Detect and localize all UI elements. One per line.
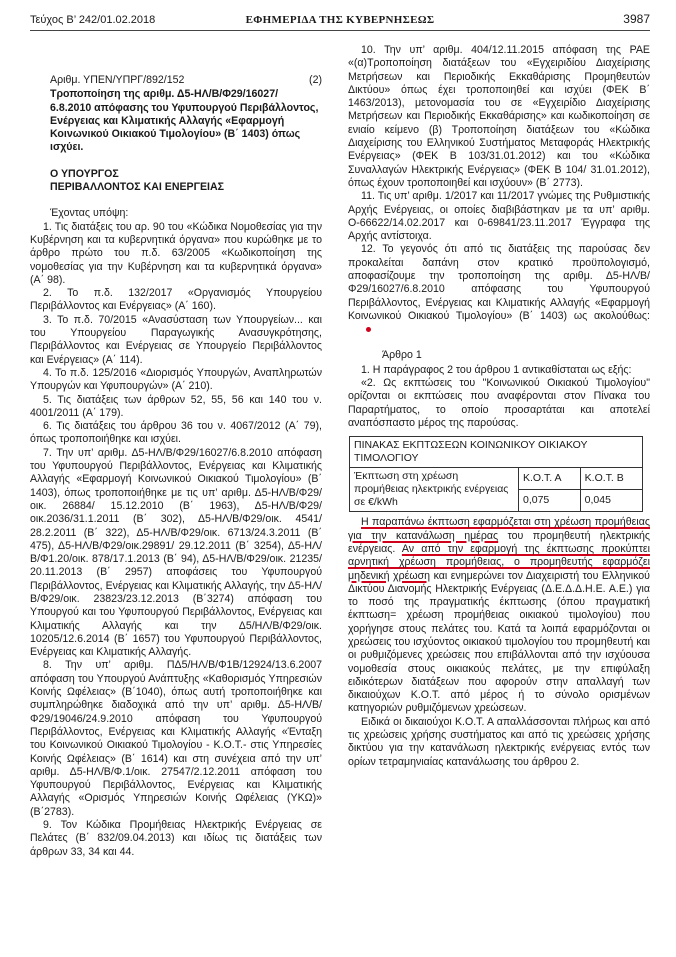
table-title: ΠΙΝΑΚΑΣ ΕΚΠΤΩΣΕΩΝ ΚΟΙΝΩΝΙΚΟΥ ΟΙΚΙΑΚΟΥ ΤΙΜΟΛΟΓΙΟΥ (350, 437, 643, 468)
highlighted-text: Η παραπάνω έκπτωση εφαρμόζεται στη χρέωση προμήθειας για την κατανάλωση ημέρας (348, 516, 650, 542)
page-number: 3987 (623, 12, 650, 26)
body-paragraph: Ειδικά οι δικαιούχοι Κ.Ο.Τ. Α απαλλάσσονται πλήρως και από τις χρεώσεις χρήσης συστήματος και από τις χρεώσεις χρήσης δικτύου για την κατανάλωση ηλεκτρικής ενέργειας εντός των ορίων τετραμηνιαίας κατανάλωσης του άρθρου 2. (348, 715, 650, 768)
right-column (348, 44, 650, 769)
body-text: του προμηθευτή ηλεκτρικής ενέργειας. (348, 529, 650, 555)
list-item: 10. Την υπ’ αριθμ. 404/12.11.2015 απόφαση της ΡΑΕ «(α)Τροποποίηση διατάξεων του «Εγχειριδίου Διαχείρισης Μετρήσεων και Περιοδικής Εκκαθάρισης Προμηθευτών Δικτύου» όπως έχει τροποποιηθεί και ισχύει (ΦΕΚ Β΄ 1463/2013), μετονομασία του σε «Εγχειρίδιο Διαχείρισης Μετρήσεων και Περιοδικής Εκκαθάρισης» και κωδικοποίηση σε ενιαίο κείμενο (β) Τροποποίηση διατάξεων του «Κώδικα Διαχείρισης του Ελληνικού Συστήματος Μεταφοράς Ηλεκτρικής Ενέργειας» (ΦΕΚ Β 103/31.01.2012) και του «Κώδικα Συναλλαγών Ηλεκτρικής Ενέργειας» (ΦΕΚ Β 104/ 31.01.2012), όπως έχουν τροποποιηθεί και ισχύουν» (Β΄ 2773). (348, 44, 650, 189)
body-text: και ενημερώνει τον Διαχειριστή του Ελληνικού Δικτύου Διανομής Ηλεκτρικής Ενέργειας (Δ.Ε.Δ.Δ.Η.Ε. Α.Ε.) για το ποσό της πραγματικής έκπτωσης (όπου πραγματική έκπτωση= χρέωση προμήθειας οικιακού τιμολογίου) που χορήγησε στους πελάτες του. Κατά τα λοιπά εφαρμόζονται οι χρεώσεις του ισχύοντος οικιακού τιμολογίου του προμηθευτή και οι ρυθμιζόμενες χρεώσεις που επιβάλλονται από την ισχύουσα νομοθεσία στους οικιακούς πελάτες, με την επιφύλαξη ειδικότερων διατάξεων που αφορούν στην απαλλαγή των δικαιούχων Κ.Ο.Τ. από μέρος ή το σύνολο ορισμένων κατηγοριών ρυθμιζόμενων χρεώσεων. (348, 569, 650, 715)
decision-number (30, 74, 322, 87)
gazette-title: ΕΦΗΜΕΡΙΔΑ ΤΗΣ ΚΥΒΕΡΝΗΣΕΩΣ (245, 14, 435, 26)
table-value-b: 0,045 (580, 490, 642, 512)
list-item: 8. Την υπ’ αριθμ. ΠΔ5/ΗΛ/Β/Φ1Β/12924/13.6.2007 απόφαση του Υπουργού Ανάπτυξης «Καθορισμός Υπηρεσιών Κοινής Ωφέλειας» (Β΄1040), όπως αυτή τροποποιήθηκε και συμπληρώθηκε διαδοχικά από την υπ’ αριθμ. Δ5-ΗΛ/Β/Φ29/19046/24.9.2010 απόφαση του Υφυπουργού Περιβάλλοντος, Ενέργειας και Κλιματικής Αλλαγής «Ένταξη του Κοινωνικού Οικιακού Τιμολογίου - Κ.Ο.Τ.- στις Υπηρεσίες Κοινής Ωφέλειας» (Β΄ 1614) και στη συνέχεια από την υπ’ αριθμ. Δ5-ΗΛ/Β/Φ.1/οικ. 27547/2.12.2011 απόφαση του Υφυπουργού Περιβάλλοντος, Ενέργειας και Κλιματικής Αλλαγής «Ορισμός Υπηρεσιών Κοινής Ωφέλειας (ΥΚΩ)» (Β΄2783). (30, 659, 322, 818)
minister-heading (30, 168, 322, 195)
table-col-b: Κ.Ο.Τ. Β (580, 468, 642, 490)
minister-line-2: ΠΕΡΙΒΑΛΛΟΝΤΟΣ ΚΑΙ ΕΝΕΡΓΕΙΑΣ (50, 181, 225, 194)
list-item: 2. Το π.δ. 132/2017 «Οργανισμός Υπουργείου Περιβάλλοντος και Ενέργειας» (Α΄ 160). (30, 287, 322, 313)
list-item: 1. Τις διατάξεις του αρ. 90 του «Κώδικα Νομοθεσίας για την Κυβέρνηση και τα κυβερνητικά όργανα» που κυρώθηκε με το άρθρο πρώτο του π.δ. 63/2005 «Κωδικοποίηση της νομοθεσίας για την Κυβέρνηση και τα κυβερνητικά όργανα» (Α΄ 98). (30, 220, 322, 286)
left-column (30, 44, 322, 859)
list-item: 4. Το π.δ. 125/2016 «Διορισμός Υπουργών, Αναπληρωτών Υπουργών και Υφυπουργών» (Α΄ 210). (30, 366, 322, 393)
table-row-label: Έκπτωση στη χρέωση προμήθειας ηλεκτρικής ενέργειας σε €/kWh (350, 468, 519, 512)
page-header (30, 12, 650, 31)
decision-seq: (2) (309, 74, 322, 86)
table-value-a: 0,075 (519, 490, 581, 512)
decision-number-text: Αριθμ. ΥΠΕΝ/ΥΠΡΓ/892/152 (50, 74, 185, 86)
highlighted-text: Αν από την εφαρμογή της έκπτωσης προκύπτει αρνητική χρέωση προμήθειας, ο προμηθευτής εφαρμόζει μηδενική χρέωση (348, 542, 650, 582)
minister-line-1: Ο ΥΠΟΥΡΓΟΣ (50, 167, 119, 180)
list-item: 9. Τον Κώδικα Προμήθειας Ηλεκτρικής Ενέργειας σε Πελάτες (Β΄ 832/09.04.2013) και ιδίως τις διατάξεις των άρθρων 33, 34 και 44. (30, 819, 322, 858)
table-col-a: Κ.Ο.Τ. Α (519, 468, 581, 490)
discount-table (349, 436, 643, 512)
article-heading: Άρθρο 1 (382, 348, 422, 361)
list-item: 7. Την υπ’ αριθμ. Δ5-ΗΛ/Β/Φ29/16027/6.8.2010 απόφαση του Υφυπουργού Περιβάλλοντος, Ενέργειας και Κλιματικής Αλλαγής «Εφαρμογή Κοινωνικού Οικιακού Τιμολογίου» (Β΄ 1403), όπως τροποποιήθηκε με τις υπ’ αριθμ. Δ5-ΗΛ/Β/Φ29/οικ. 26884/ 15.12.2010 (Β΄ 1963), Δ5-ΗΛ/Β/Φ29/οικ.2036/31.1.2011 (Β΄ 302), Δ5-ΗΛ/Β/Φ29/οικ. 4541/ 28.2.2011 (Β΄ 322), Δ5-ΗΛ/Β/Φ29/οικ. 6713/24.3.2011 (Β΄ 475), Δ5-ΗΛ/Β/Φ29/οικ.29891/ 29.12.2011 (Β΄ 3254), Δ5-ΗΛ/Β/Φ1.20/οικ. 878/17.1.2013 (Β΄ 94), Δ5-ΗΛ/Β/Φ29/οικ. 21235/ 20.11.2013 (Β΄ 2957) αποφάσεις του Υφυπουργού Περιβάλλοντος, Ενέργειας και Κλιματικής Αλλαγής, την Δ5-ΗΛ/Β/Φ29/οικ. 23823/23.12.2013 (Β΄3274) απόφαση του Υπουργού και του Υφυπουργού Περιβάλλοντος, Ενέργειας και Κλιματικής Αλλαγής και την Δ5/ΗΛ/Β/Φ29/οικ. 10205/12.6.2014 (Β΄ 1657) του Υφυπουργού Περιβάλλοντος, Ενέργειας και Κλιματικής Αλλαγής. (30, 446, 322, 659)
list-item: 5. Τις διατάξεις των άρθρων 52, 55, 56 και 140 του ν. 4001/2011 (Α΄ 179). (30, 393, 322, 419)
article-paragraph: 1. Η παράγραφος 2 του άρθρου 1 αντικαθίσταται ως εξής: (361, 363, 632, 376)
having-regard: Έχοντας υπόψη: (50, 207, 129, 220)
decision-title: Τροποποίηση της αριθμ. Δ5-ΗΛ/Β/Φ29/16027/ 6.8.2010 απόφασης του Υφυπουργού Περιβάλλοντος, Ενέργειας και Κλιματικής Αλλαγής «Εφαρμογή Κοινωνικού Οικιακού Τιμολογίου» (Β΄ 1403) όπως ισχύει. (50, 88, 319, 154)
article-paragraph: «2. Ως εκπτώσεις του "Κοινωνικού Οικιακού Τιμολογίου" ορίζονται οι εκπτώσεις που αναφέρονται στον Πίνακα του Παραρτήματος, το οποίο προσαρτάται και αποτελεί αναπόσπαστο μέρος της παρούσας. (348, 377, 650, 430)
red-dot-mark (366, 327, 371, 332)
list-item: 3. Το π.δ. 70/2015 «Ανασύσταση των Υπουργείων... και του Υπουργείου Παραγωγικής Ανασυγκρότησης, Περιβάλλοντος και Ενέργειας σε Υπουργείο Περιβάλλοντος και Ενέργειας» (Α΄ 114). (30, 313, 322, 366)
list-item: 11. Τις υπ’ αριθμ. 1/2017 και 11/2017 γνώμες της Ρυθμιστικής Αρχής Ενέργειας, οι οποίες διαβιβάστηκαν με τα υπ’ αριθμ. Ο-66622/14.02.2017 και 0-69841/23.11.2017 Έγγραφα της Αρχής αντίστοιχα. (348, 190, 650, 243)
issue-label: Τεύχος Β’ 242/01.02.2018 (30, 14, 156, 26)
body-paragraph (348, 516, 650, 715)
list-item: 6. Τις διατάξεις του άρθρου 36 του ν. 4067/2012 (Α΄ 79), όπως τροποποιήθηκε και ισχύει. (30, 420, 322, 446)
list-item (348, 243, 650, 336)
list-item-text: 12. Το γεγονός ότι από τις διατάξεις της παρούσας δεν προκαλείται δαπάνη στον κρατικό προϋπολογισμό, αποφασίζουμε την τροποποίηση της αριθμ. Δ5-ΗΛ/Β/Φ29/16027/6.8.2010 απόφασης του Υφυπουργού Περιβάλλοντος, Ενέργειας και Κλιματικής Αλλαγής «Εφαρμογή Κοινωνικού Οικιακού Τιμολογίου» (Β΄ 1403) ως ακολούθως: (348, 243, 650, 322)
